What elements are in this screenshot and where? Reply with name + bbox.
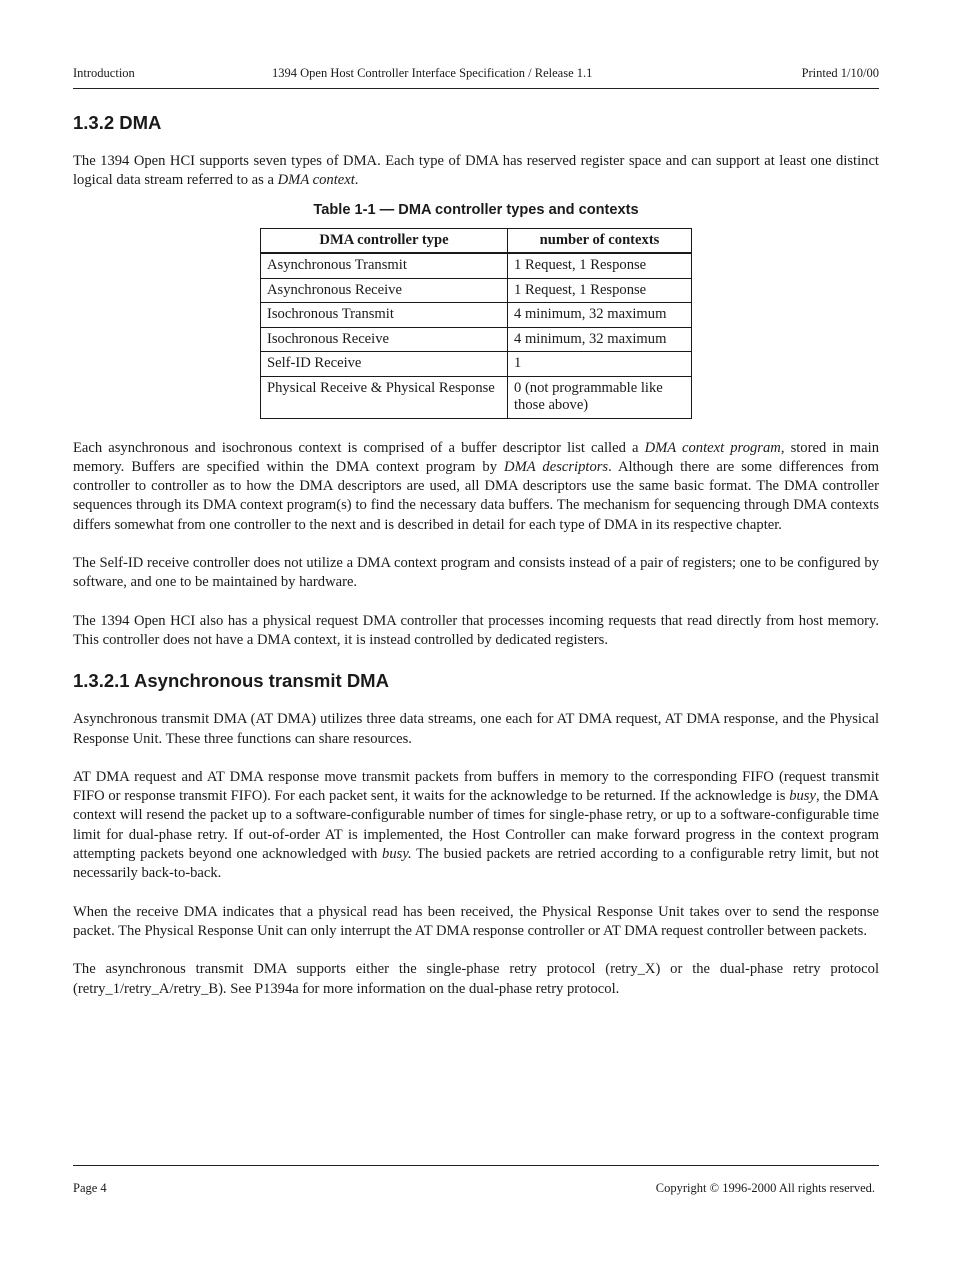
table-row	[261, 352, 692, 377]
term-dma-descriptors: DMA descriptors	[504, 458, 609, 475]
page-number: Page 4	[73, 1181, 107, 1195]
table-cell-contexts: 1 Request, 1 Response	[508, 278, 692, 303]
table-cell-contexts: 1	[508, 352, 692, 377]
table-cell-type: Self-ID Receive	[261, 352, 508, 377]
at-dma-request-paragraph: AT DMA request and AT DMA response move transmit packets from buffers in memory to the corresponding FIFO (request transmit FIFO or response transmit FIFO). For each packet sent, it waits for the acknowledge to be returned. If the acknowledge is busy, the DMA context will resend the packet up to a software-configurable number of times for single-phase retry, or up to a software-configurable time limit for dual-phase retry. If out-of-order AT is implemented, the Host Controller can make forward progress in the context program attempting packets beyond one acknowledged with busy. The busied packets are retried according to a configurable retry limit, but not necessarily back-to-back.	[73, 768, 879, 882]
term-busy: busy.	[382, 846, 412, 863]
page-header	[73, 66, 879, 89]
physical-request-paragraph: The 1394 Open HCI also has a physical request DMA controller that processes incoming requests that read directly from host memory. This controller does not have a DMA context, it is instead controlled by dedicated registers.	[73, 612, 879, 648]
page-content	[73, 112, 879, 1018]
table-cell-type: Physical Receive & Physical Response	[261, 376, 508, 418]
table-cell-contexts: 4 minimum, 32 maximum	[508, 303, 692, 328]
subsection-heading: 1.3.2.1 Asynchronous transmit DMA	[73, 670, 389, 692]
header-print-date: Printed 1/10/00	[801, 66, 879, 80]
section-heading: 1.3.2 DMA	[73, 112, 162, 133]
term-busy: busy	[789, 788, 816, 805]
table-cell-type: Asynchronous Transmit	[261, 253, 508, 278]
at-dma-intro-paragraph: Asynchronous transmit DMA (AT DMA) utilizes three data streams, one each for AT DMA request, AT DMA response, and the Physical Response Unit. These three functions can share resources.	[73, 711, 879, 747]
table-row	[261, 303, 692, 328]
table-cell-type: Isochronous Transmit	[261, 303, 508, 328]
page-footer	[73, 1165, 879, 1195]
header-document-title: 1394 Open Host Controller Interface Specification / Release 1.1	[272, 66, 593, 80]
section-intro-paragraph: The 1394 Open HCI supports seven types of DMA. Each type of DMA has reserved register space and can support at least one distinct logical data stream referred to as a DMA context.	[73, 153, 879, 189]
term-dma-context-program: DMA context program	[644, 439, 781, 456]
table-cell-type: Asynchronous Receive	[261, 278, 508, 303]
column-header-type: DMA controller type	[261, 228, 508, 253]
copyright-notice: Copyright © 1996-2000 All rights reserved.	[655, 1181, 875, 1195]
self-id-paragraph: The Self-ID receive controller does not utilize a DMA context program and consists instead of a pair of registers; one to be configured by software, and one to be maintained by hardware.	[73, 555, 879, 591]
table-cell-contexts: 0 (not programmable like those above)	[508, 376, 692, 418]
table-row	[261, 278, 692, 303]
term-dma-context: DMA context	[277, 172, 355, 189]
dma-types-table	[260, 228, 692, 419]
context-program-paragraph: Each asynchronous and isochronous context is comprised of a buffer descriptor list called a DMA context program, stored in main memory. Buffers are specified within the DMA context program by DMA descriptors. Although there are some differences from controller to controller as to how the DMA descriptors are used, all DMA descriptors use the same basic format. The DMA controller sequences through its DMA context program(s) to find the necessary data buffers. The mechanism for sequencing through DMA contexts differs somewhat from one controller to the next and is described in detail for each type of DMA in its respective chapter.	[73, 439, 879, 533]
retry-protocol-paragraph: The asynchronous transmit DMA supports either the single-phase retry protocol (retry_X) or the dual-phase retry protocol (retry_1/retry_A/retry_B). See P1394a for more information on the dual-phase retry protocol.	[73, 961, 879, 997]
table-cell-contexts: 1 Request, 1 Response	[508, 253, 692, 278]
table-header-row	[261, 228, 692, 253]
table-row	[261, 327, 692, 352]
physical-response-paragraph: When the receive DMA indicates that a physical read has been received, the Physical Response Unit takes over to send the response packet. The Physical Response Unit can only interrupt the AT DMA response controller or AT DMA request controller between packets.	[73, 903, 879, 939]
table-caption: Table 1-1 — DMA controller types and contexts	[313, 201, 639, 218]
table-cell-contexts: 4 minimum, 32 maximum	[508, 327, 692, 352]
table-row	[261, 253, 692, 278]
table-cell-type: Isochronous Receive	[261, 327, 508, 352]
header-section-name: Introduction	[73, 66, 135, 80]
table-row	[261, 376, 692, 418]
column-header-contexts: number of contexts	[508, 228, 692, 253]
